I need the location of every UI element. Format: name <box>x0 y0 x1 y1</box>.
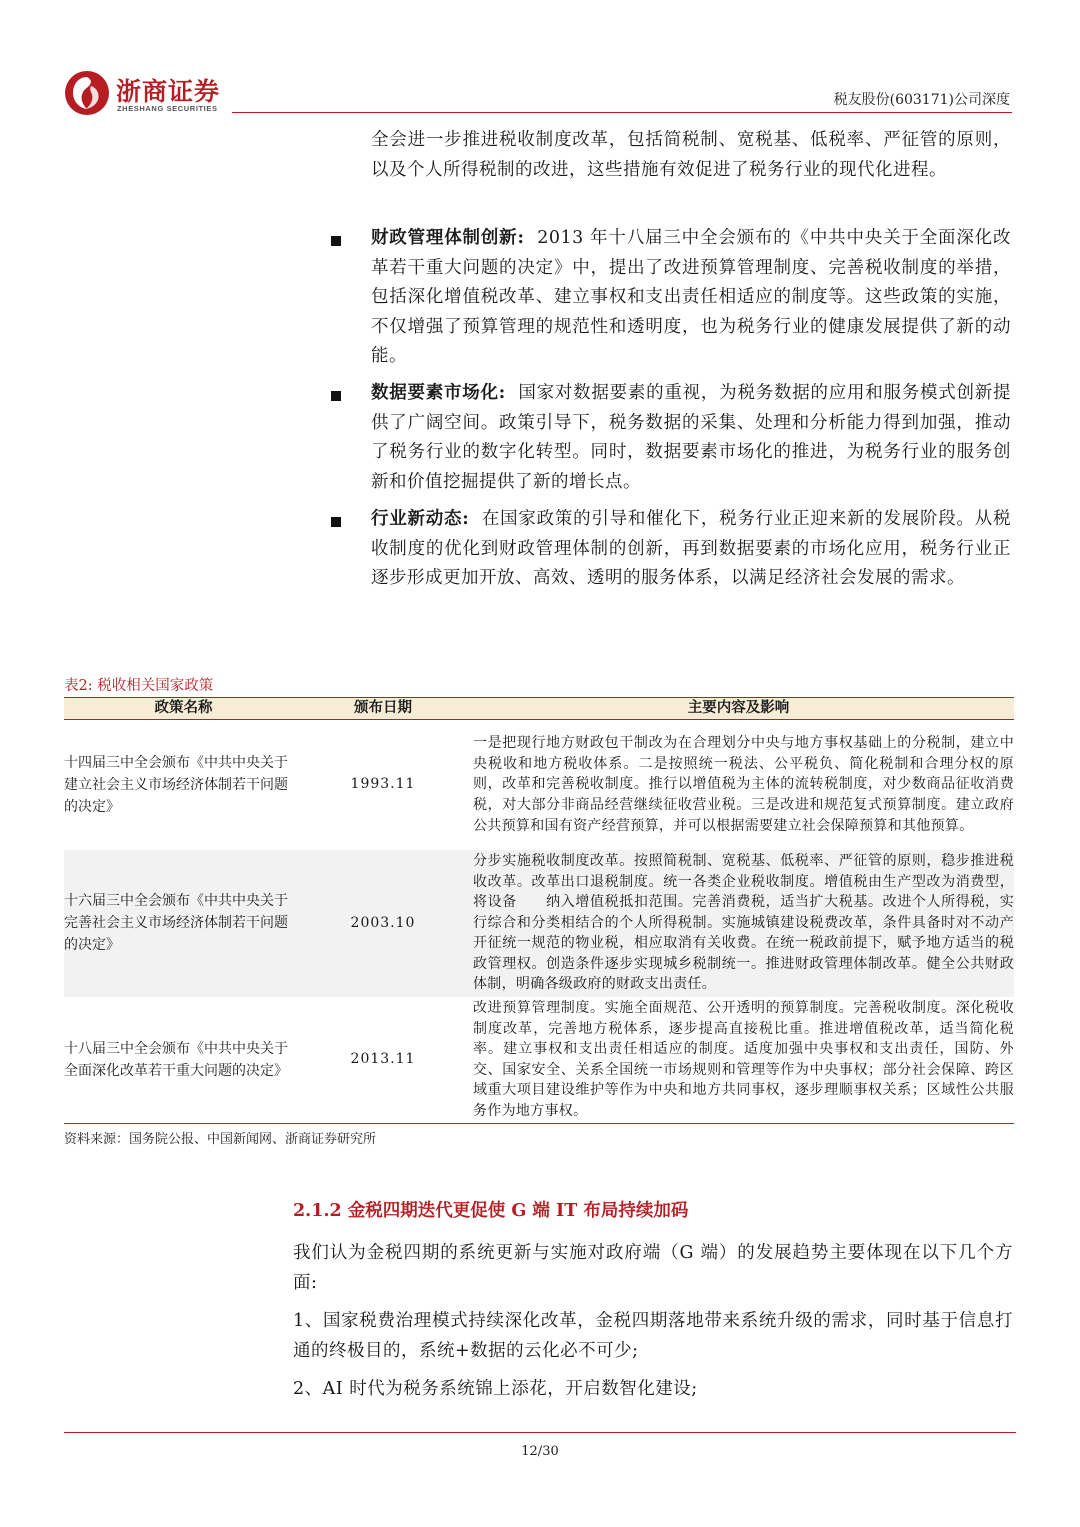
logo-english-text: ZHESHANG SECURITIES <box>117 104 218 113</box>
bullet-item-fiscal-management <box>371 224 1011 372</box>
body-paragraph: 1、国家税费治理模式持续深化改革，金税四期落地带来系统升级的需求，同时基于信息打通的终极目的，系统+数据的云化必不可少; <box>293 1311 1013 1361</box>
logo-mark-icon <box>64 70 110 116</box>
policy-content-cell: 改进预算管理制度。实施全面规范、公开透明的预算制度。完善税收制度。深化税收制度改革，完善地方税体系，逐步提高直接税比重。推进增值税改革，适当简化税率。建立事权和支出责任相适应的制度。适度加强中央事权和支出责任，国防、外交、国家安全、关系全国统一市场规则和管理等作为中央事权；部分社会保障、跨区域重大项目建设维护等作为中央和地方共同事权，逐步理顺事权关系；区域性公共服务作为地方事权。 <box>463 997 1014 1124</box>
company-logo <box>64 70 244 118</box>
body-paragraph: 我们认为金税四期的系统更新与实施对政府端（G 端）的发展趋势主要体现在以下几个方面: <box>293 1243 1013 1293</box>
bullet-text: 在国家政策的引导和催化下，税务行业正迎来新的发展阶段。从税收制度的优化到财政管理体制的创新，再到数据要素的市场化应用，税务行业正逐步形成更加开放、高效、透明的服务体系，以满足经济社会发展的需求。 <box>371 509 1011 588</box>
table-source-note: 资料来源：国务院公报、中国新闻网、浙商证券研究所 <box>64 1132 377 1147</box>
logo-chinese-text: 浙商证券 <box>116 77 221 106</box>
column-header-policy-name: 政策名称 <box>64 698 303 720</box>
bullet-square-icon <box>331 517 341 527</box>
page-number: 12/30 <box>521 1444 559 1459</box>
body-paragraph: 2、AI 时代为税务系统锦上添花，开启数智化建设; <box>293 1379 698 1399</box>
policy-name-cell: 十八届三中全会颁布《中共中央关于全面深化改革若干重大问题的决定》 <box>64 997 303 1124</box>
table-row <box>64 997 1014 1124</box>
table-row <box>64 720 1014 850</box>
bullet-square-icon <box>331 391 341 401</box>
footer-divider <box>64 1432 1016 1433</box>
policy-name-cell: 十六届三中全会颁布《中共中央关于完善社会主义市场经济体制若干问题的决定》 <box>64 850 303 997</box>
policy-date-cell: 1993.11 <box>350 776 416 793</box>
policy-table <box>64 697 1014 1124</box>
policy-date-cell: 2013.11 <box>303 997 463 1124</box>
header-divider <box>232 112 1012 113</box>
bullet-text: 2013 年十八届三中全会颁布的《中共中央关于全面深化改革若干重大问题的决定》中，提出了改进预算管理制度、完善税收制度的举措，包括深化增值税改革、建立事权和支出责任相适应的制度等。这些政策的实施，不仅增强了预算管理的规范性和透明度，也为税务行业的健康发展提供了新的动能。 <box>371 228 1011 366</box>
policy-content-cell: 分步实施税收制度改革。按照简税制、宽税基、低税率、严征管的原则，稳步推进税收改革。改革出口退税制度。统一各类企业税收制度。增值税由生产型改为消费型，将设备 纳入增值税抵扣范围。完善消费税，适当扩大税基。改进个人所得税，实行综合和分类相结合的个人所得税制。实施城镇建设税费改革，条件具备时对不动产开征统一规范的物业税，相应取消有关收费。在统一税政前提下，赋予地方适当的税政管理权。创造条件逐步实现城乡税制统一。推进财政管理体制改革。健全公共财政体制，明确各级政府的财政支出责任。 <box>463 850 1014 997</box>
policy-name-cell: 十四届三中全会颁布《中共中央关于建立社会主义市场经济体制若干问题的决定》 <box>64 754 288 815</box>
bullet-square-icon <box>331 236 341 246</box>
policy-date-cell: 2003.10 <box>303 850 463 997</box>
column-header-content: 主要内容及影响 <box>463 698 1014 720</box>
policy-content-cell: 一是把现行地方财政包干制改为在合理划分中央与地方事权基础上的分税制，建立中央税收和地方税收体系。二是按照统一税法、公平税负、简化税制和合理分权的原则，改革和完善税收制度。推行以增值税为主体的流转税制度，对少数商品征收消费税，对大部分非商品经营继续征收营业税。三是改进和规范复式预算制度。建立政府公共预算和国有资产经营预算，并可以根据需要建立社会保障预算和其他预算。 <box>473 735 1014 834</box>
bullet-item-industry-trends <box>371 505 1011 594</box>
section-heading: 2.1.2 金税四期迭代更促使 G 端 IT 布局持续加码 <box>293 1201 689 1221</box>
bullet-title: 行业新动态: <box>371 509 470 529</box>
table-header-row <box>64 698 1014 720</box>
bullet-item-data-elements <box>371 379 1011 497</box>
page-header <box>0 0 1080 125</box>
table-row <box>64 850 1014 997</box>
bullet-title: 财政管理体制创新: <box>371 228 525 248</box>
bullet-title: 数据要素市场化: <box>371 383 506 403</box>
intro-continuation-paragraph: 全会进一步推进税收制度改革，包括简税制、宽税基、低税率、严征管的原则，以及个人所得税制的改进，这些措施有效促进了税务行业的现代化进程。 <box>371 130 1011 180</box>
table-caption: 表2: 税收相关国家政策 <box>64 678 214 694</box>
report-title: 税友股份(603171)公司深度 <box>833 92 1010 108</box>
bullet-text: 国家对数据要素的重视，为税务数据的应用和服务模式创新提供了广阔空间。政策引导下，税务数据的采集、处理和分析能力得到加强，推动了税务行业的数字化转型。同时，数据要素市场化的推进，为税务行业的服务创新和价值挖掘提供了新的增长点。 <box>371 383 1011 492</box>
column-header-date: 颁布日期 <box>303 698 463 720</box>
